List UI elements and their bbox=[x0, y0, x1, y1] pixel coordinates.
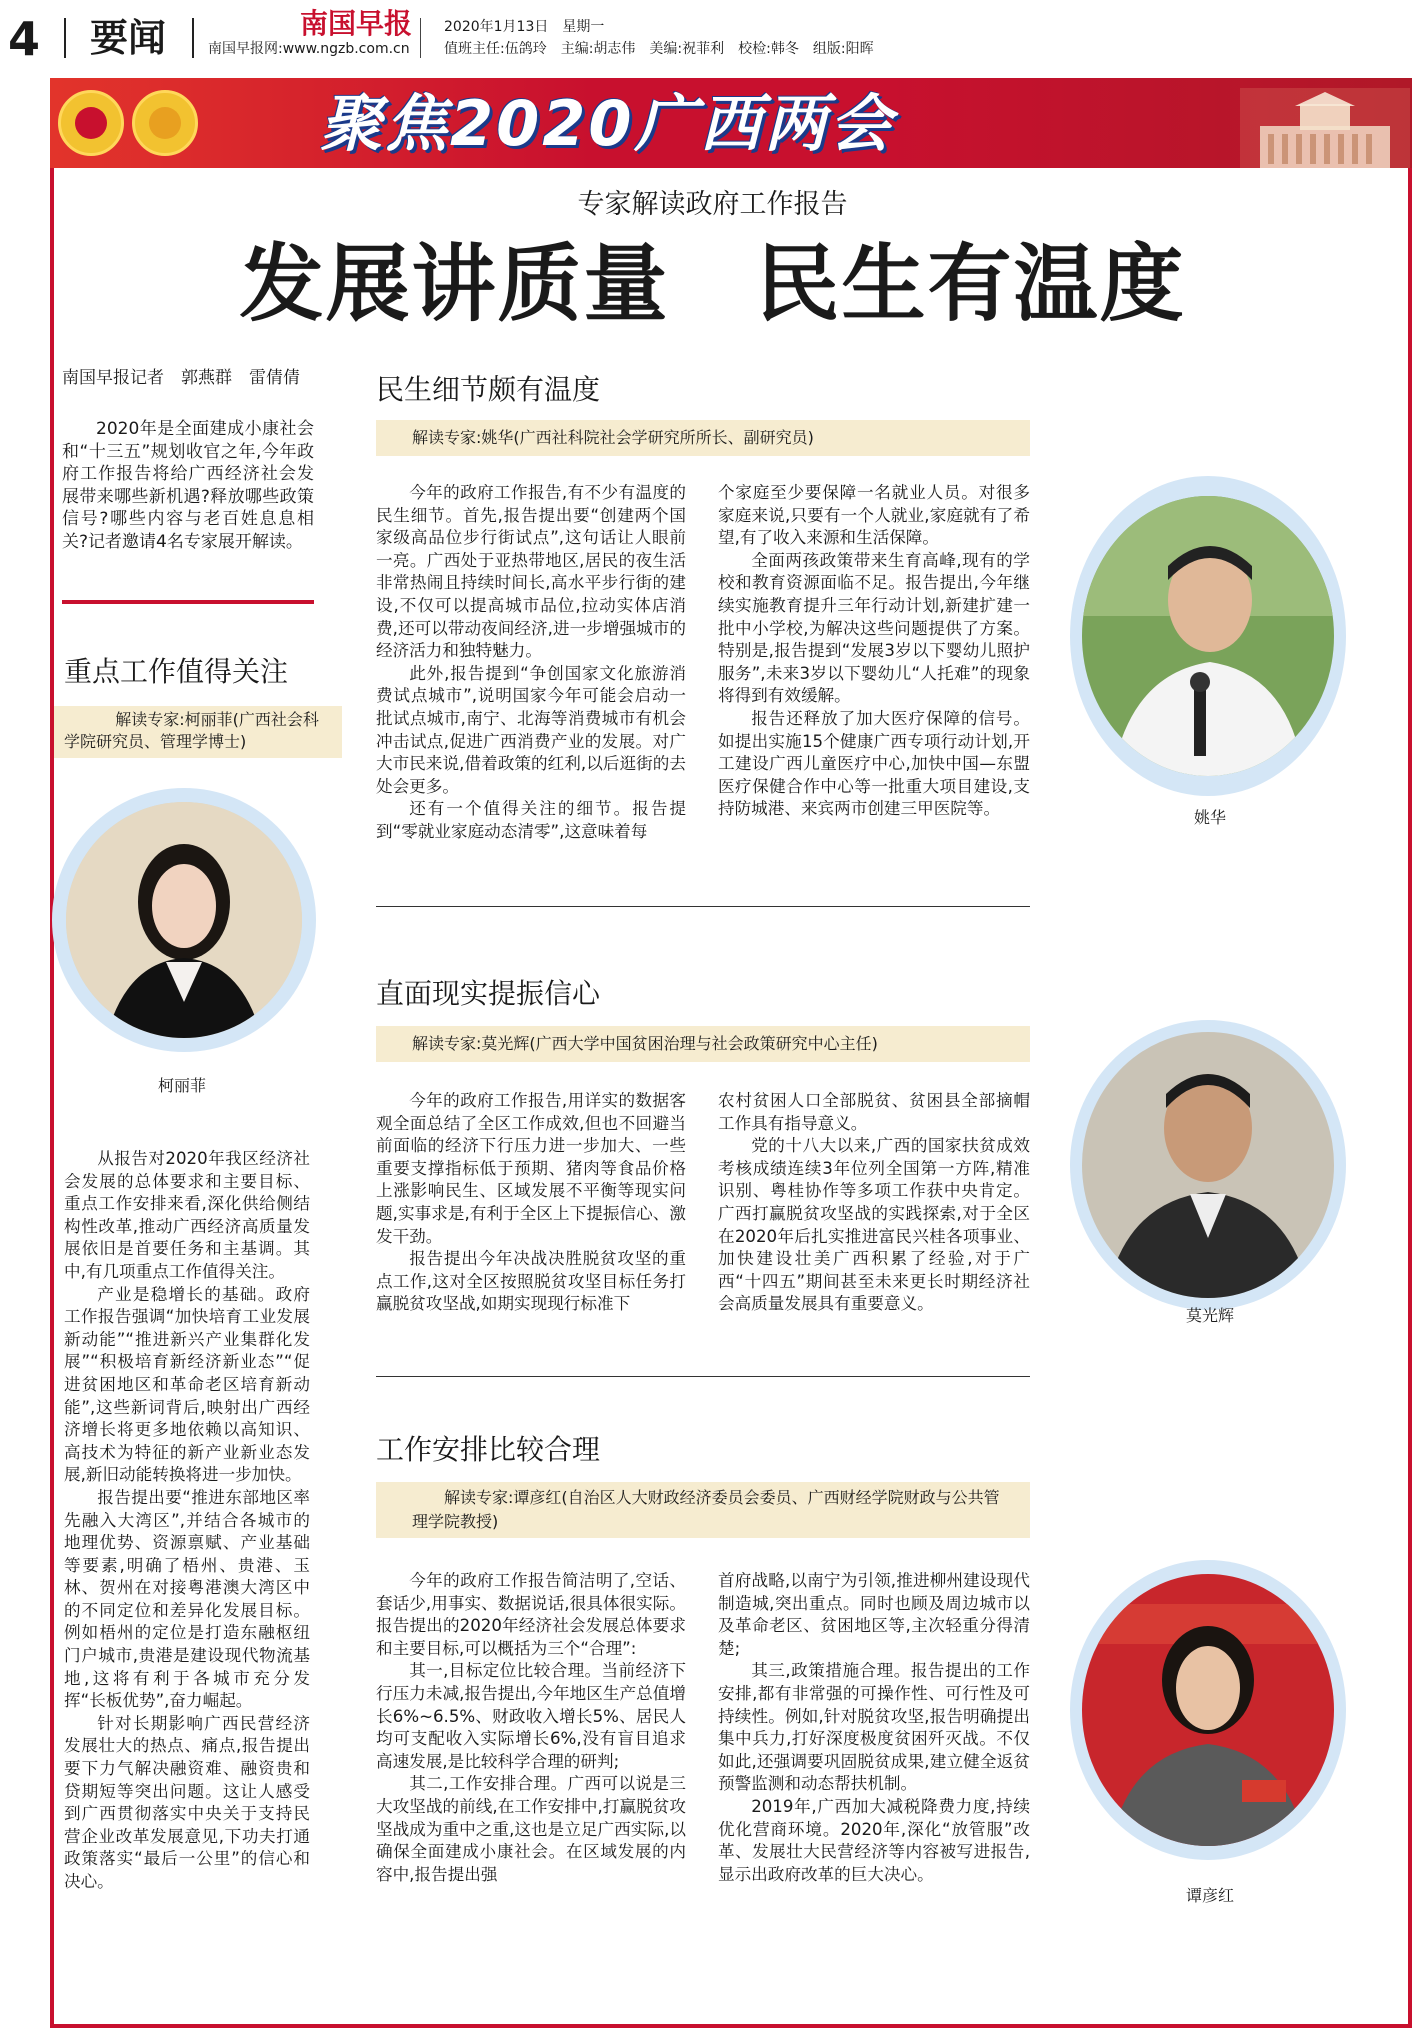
body-paragraph: 2019年,广西加大减税降费力度,持续优化营商环境。2020年,深化“放管服”改革、发展壮大民营经济等内容被写进报告,显示出政府改革的巨大决心。 bbox=[718, 1796, 1030, 1884]
section-divider bbox=[376, 906, 1030, 907]
cppcc-emblem-icon bbox=[132, 90, 198, 156]
body-paragraph: 其二,工作安排合理。广西可以说是三大攻坚战的前线,在工作安排中,打赢脱贫攻坚战成为重中之重,这也是立足广西实际,以确保全面建成小康社会。在区域发展的内容中,报告提出强 bbox=[376, 1774, 686, 1884]
body-paragraph: 今年的政府工作报告,有不少有温度的民生细节。首先,报告提出要“创建两个国家级高品位步行街试点”,这句话让人眼前一亮。广西处于亚热带地区,居民的夜生活非常热闹且持续时间长,高水平步行街的建设,不仅可以提高城市品位,拉动实体店消费,还可以带动夜间经济,进一步增强城市的经济活力和独特魅力。 bbox=[376, 483, 686, 661]
section-body bbox=[64, 1148, 310, 1894]
section-body bbox=[718, 1570, 1030, 1886]
expert-portrait-moguanghui bbox=[1082, 1032, 1334, 1298]
photo-caption: 莫光辉 bbox=[1185, 1306, 1234, 1325]
byline: 南国早报记者 郭燕群 雷倩倩 bbox=[62, 368, 300, 388]
article-kicker: 专家解读政府工作报告 bbox=[577, 189, 848, 220]
issue-date: 2020年1月13日 星期一 bbox=[444, 19, 605, 35]
expert-credit: 解读专家:谭彦红(自治区人大财政经济委员会委员、广西财经学院财政与公共管理学院教授) bbox=[376, 1482, 1030, 1538]
newspaper-logo: 南国早报 bbox=[300, 7, 413, 40]
body-paragraph: 报告还释放了加大医疗保障的信号。如提出实施15个健康广西专项行动计划,开工建设广西儿童医疗中心,加快中国—东盟医疗保健合作中心等一批重大项目建设,支持防城港、来宾两市创建三甲医院等。 bbox=[718, 708, 1030, 819]
body-paragraph: 还有一个值得关注的细节。报告提到“零就业家庭动态清零”,这意味着每 bbox=[376, 799, 686, 841]
expert-photo-ring bbox=[52, 788, 316, 1052]
body-paragraph: 首府战略,以南宁为引领,推进柳州建设现代制造城,突出重点。同时也顾及周边城市以及革命老区、贫困地区等,主次轻重分得清楚; bbox=[718, 1571, 1030, 1658]
expert-portrait-tanyanhong bbox=[1082, 1574, 1334, 1846]
body-paragraph: 党的十八大以来,广西的国家扶贫成效考核成绩连续3年位列全国第一方阵,精准识别、粤桂协作等多项工作获中央肯定。广西打赢脱贫攻坚战的实践探索,对于全区在2020年后扎实推进富民兴桂各项事业、加快建设壮美广西积累了经验,对于广西“十四五”期间甚至未来更长时期经济社会高质量发展具有重要意义。 bbox=[718, 1136, 1030, 1314]
body-paragraph: 产业是稳增长的基础。政府工作报告强调“加快培育工业发展新动能”“推进新兴产业集群化发展”“积极培育新经济新业态”“促进贫困地区和革命老区培育新动能”,这些新词背后,映射出广西经济增长将更多地依赖以高知识、高技术为特征的新产业新业态发展,新旧动能转换将进一步加快。 bbox=[64, 1284, 310, 1485]
header-divider bbox=[192, 18, 194, 58]
expert-portrait-keliefei bbox=[66, 802, 302, 1038]
expert-photo-ring bbox=[1070, 476, 1346, 796]
section-body bbox=[376, 1090, 686, 1316]
banner-title: 聚焦2020广西两会 bbox=[320, 87, 895, 160]
expert-photo-ring bbox=[1070, 1020, 1346, 1310]
red-rule bbox=[62, 600, 314, 604]
section-title: 工作安排比较合理 bbox=[376, 1433, 601, 1466]
body-paragraph: 报告提出要“推进东部地区率先融入大湾区”,并结合各城市的地理优势、资源禀赋、产业基础等要素,明确了梧州、贵港、玉林、贺州在对接粤港澳大湾区中的不同定位和差异化发展目标。例如梧州的定位是打造东融枢纽门户城市,贵港是建设现代物流基地,这将有利于各城市充分发挥“长板优势”,奋力崛起。 bbox=[64, 1487, 310, 1711]
section-title: 重点工作值得关注 bbox=[64, 655, 289, 688]
body-paragraph: 其一,目标定位比较合理。当前经济下行压力未减,报告提出,今年地区生产总值增长6%~6.5%、财政收入增长5%、居民人均可支配收入实际增长6%,没有盲目追求高速发展,是比较科学合理的研判; bbox=[376, 1661, 686, 1771]
section-name: 要闻 bbox=[90, 16, 167, 60]
congress-hall-icon bbox=[1240, 88, 1410, 168]
article-headline: 发展讲质量 民生有温度 bbox=[239, 234, 1186, 333]
header-divider bbox=[420, 18, 421, 58]
body-paragraph: 针对长期影响广西民营经济发展壮大的热点、痛点,报告提出要下力气解决融资难、融资贵和贷期短等突出问题。这让人感受到广西贯彻落实中央关于支持民营企业改革发展意见,下功夫打通政策落实“最后一公里”的信心和决心。 bbox=[64, 1713, 310, 1891]
section-body bbox=[376, 1570, 686, 1886]
expert-photo-ring bbox=[1070, 1560, 1346, 1860]
header-divider bbox=[64, 18, 66, 58]
editorial-staff: 值班主任:伍鸽玲 主编:胡志伟 美编:祝菲利 校检:韩冬 组版:阳晖 bbox=[444, 41, 874, 57]
body-paragraph: 此外,报告提到“争创国家文化旅游消费试点城市”,说明国家今年可能会启动一批试点城市,南宁、北海等消费城市有机会冲击试点,促进广西消费产业的发展。对广大市民来说,借着政策的红利,以后逛街的去处会更多。 bbox=[376, 663, 686, 796]
expert-credit: 解读专家:柯丽菲(广西社会科学院研究员、管理学博士) bbox=[54, 706, 342, 758]
section-body bbox=[376, 482, 686, 844]
expert-credit: 解读专家:莫光辉(广西大学中国贫困治理与社会政策研究中心主任) bbox=[376, 1026, 1030, 1062]
intro-paragraph: 2020年是全面建成小康社会和“十三五”规划收官之年,今年政府工作报告将给广西经济社会发展带来哪些新机遇?释放哪些政策信号?哪些内容与老百姓息息相关?记者邀请4名专家展开解读。 bbox=[62, 419, 314, 552]
body-paragraph: 其三,政策措施合理。报告提出的工作安排,都有非常强的可操作性、可行性及可持续性。例如,针对脱贫攻坚,报告明确提出集中兵力,打好深度极度贫困歼灭战。不仅如此,还强调要巩固脱贫成果,建立健全返贫预警监测和动态帮扶机制。 bbox=[718, 1661, 1030, 1794]
section-body bbox=[718, 1090, 1030, 1316]
national-emblem-icon bbox=[58, 90, 124, 156]
section-divider bbox=[376, 1376, 1030, 1377]
website-link[interactable]: 南国早报网:www.ngzb.com.cn bbox=[208, 41, 410, 57]
topic-banner bbox=[50, 78, 1412, 168]
body-paragraph: 农村贫困人口全部脱贫、贫困县全部摘帽工作具有指导意义。 bbox=[718, 1091, 1030, 1133]
expert-credit: 解读专家:姚华(广西社科院社会学研究所所长、副研究员) bbox=[376, 420, 1030, 456]
body-paragraph: 今年的政府工作报告简洁明了,空话、套话少,用事实、数据说话,很具体很实际。报告提出的2020年经济社会发展总体要求和主要目标,可以概括为三个“合理”: bbox=[376, 1571, 686, 1658]
body-paragraph: 今年的政府工作报告,用详实的数据客观全面总结了全区工作成效,但也不回避当前面临的经济下行压力进一步加大、一些重要支撑指标低于预期、猪肉等食品价格上涨影响民生、区域发展不平衡等现实问题,实事求是,有利于全区上下提振信心、激发干劲。 bbox=[376, 1091, 686, 1246]
page-number: 4 bbox=[8, 12, 41, 66]
body-paragraph: 全面两孩政策带来生育高峰,现有的学校和教育资源面临不足。报告提出,今年继续实施教育提升三年行动计划,新建扩建一批中小学校,为解决这些问题提供了方案。特别是,报告提到“发展3岁以下婴幼儿照护服务”,未来3岁以下婴幼儿“人托难”的现象将得到有效缓解。 bbox=[718, 550, 1030, 706]
photo-caption: 柯丽菲 bbox=[157, 1076, 206, 1095]
body-paragraph: 个家庭至少要保障一名就业人员。对很多家庭来说,只要有一个人就业,家庭就有了希望,有了收入来源和生活保障。 bbox=[718, 483, 1030, 548]
body-paragraph: 从报告对2020年我区经济社会发展的总体要求和主要目标、重点工作安排来看,深化供给侧结构性改革,推动广西经济高质量发展依旧是首要任务和主基调。其中,有几项重点工作值得关注。 bbox=[64, 1149, 310, 1281]
photo-caption: 姚华 bbox=[1193, 808, 1226, 827]
section-body bbox=[718, 482, 1030, 821]
section-title: 直面现实提振信心 bbox=[376, 977, 601, 1010]
expert-portrait-yaohua bbox=[1082, 496, 1334, 776]
section-title: 民生细节颇有温度 bbox=[376, 373, 601, 406]
photo-caption: 谭彦红 bbox=[1185, 1886, 1234, 1905]
body-paragraph: 报告提出今年决战决胜脱贫攻坚的重点工作,这对全区按照脱贫攻坚目标任务打赢脱贫攻坚战,如期实现现行标准下 bbox=[376, 1249, 686, 1314]
